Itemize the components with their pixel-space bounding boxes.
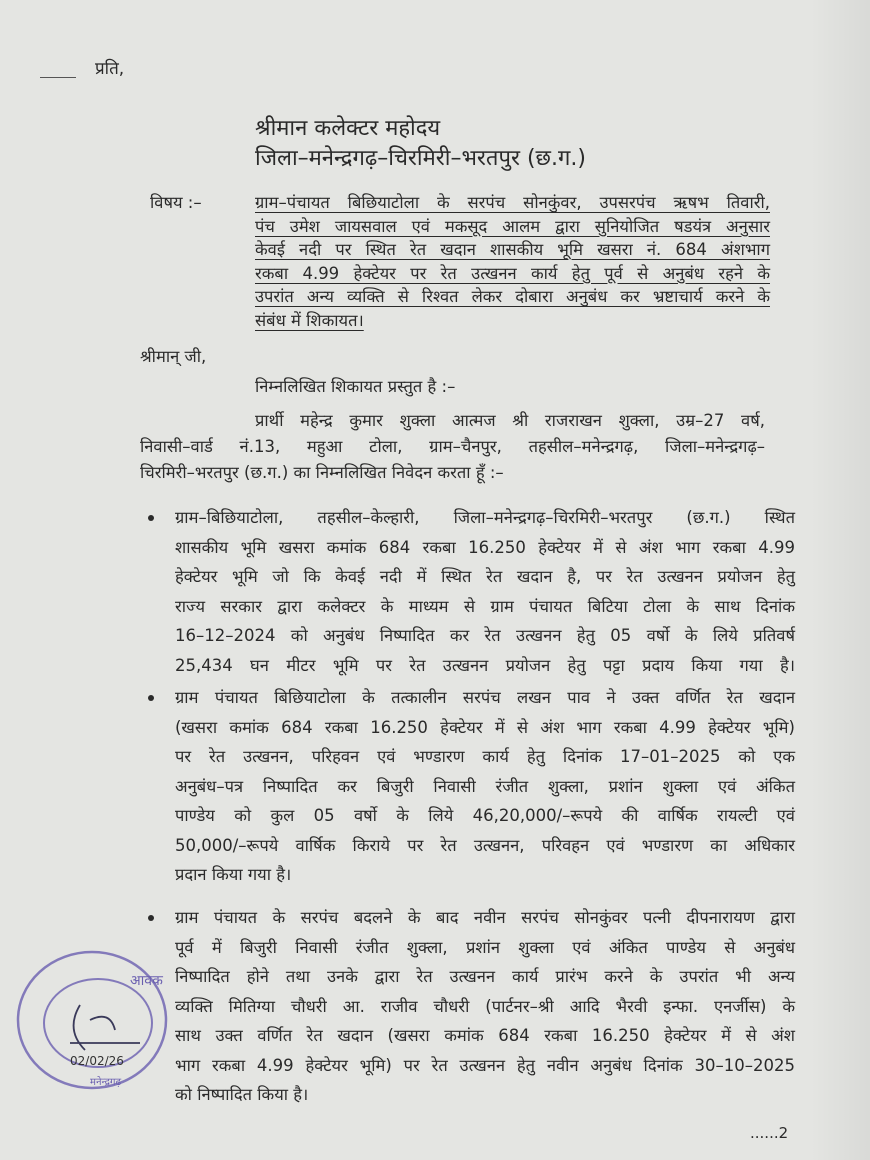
bullet-line: ग्राम पंचायत बिछियाटोला के तत्कालीन सरपंच लखन पाव ने उक्त वर्णित रेत खदान [175,688,795,707]
bullet-line: 25,434 घन मीटर भूमि पर रेत उत्खनन प्रयोजन हेतु पट्टा प्रदाय किया गया है। [175,655,795,675]
applicant-line: प्रार्थी महेन्द्र कुमार शुक्ला आत्मज श्री राजराखन शुक्ला, उम्र–27 वर्ष, [255,411,765,430]
stamp-date: 02/02/26 [70,1054,124,1068]
bullet-line: शासकीय भूमि खसरा कमांक 684 रकबा 16.250 हेक्टेयर में से अंश भाग रकबा 4.99 [175,537,795,557]
salutation-to: प्रति, [95,59,125,79]
greeting: श्रीमान् जी, [140,347,207,366]
bullet-line: राज्य सरकार द्वारा कलेक्टर के माध्यम से ग्राम पंचायत बिटिया टोला के साथ दिनांक [175,596,795,616]
bullet-line: पर रेत उत्खनन, परिहवन एवं भण्डारण कार्य हेतु दिनांक 17–01–2025 को एक [175,747,795,766]
page-shadow [810,0,870,1160]
addressee-district: जिला–मनेन्द्रगढ़–चिरमिरी–भरतपुर (छ.ग.) [255,146,586,171]
applicant-line: निवासी–वार्ड नं.13, महुआ टोला, ग्राम–चैनपुर, तहसील–मनेन्द्रगढ़, जिला–मनेन्द्रगढ़– [140,437,765,456]
bullet-line: हेक्टेयर भूमि जो कि केवई नदी में स्थित रेत खदान है, पर रेत उत्खनन प्रयोजन हेतु [175,567,795,586]
subject-line: केवई नदी पर स्थित रेत खदान शासकीय भूमि खसरा नं. 684 अंशभाग [255,240,770,259]
subject-line: पंच उमेश जायसवाल एवं मकसूद आलम द्वारा सुनियोजित षडयंत्र अनुसार [255,216,770,236]
subject-line: ग्राम–पंचायत बिछियाटोला के सरपंच सोनकुंवर, उपसरपंच ऋषभ तिवारी, [255,193,770,212]
bullet-line: निष्पादित होने तथा उनके द्वारा रेत उत्खनन कार्य प्रारंभ करने के उपरांत भी अन्य [175,967,795,986]
bullet-line: व्यक्ति मितिग्या चौधरी आ. राजीव चौधरी (पार्टनर–श्री आदि भैरवी इन्फा. एनर्जीस) के [175,996,795,1016]
subject-line: संबंध में शिकायत। [255,310,364,330]
bullet-line: को निष्पादित किया है। [175,1085,309,1104]
bullet-icon [148,915,154,921]
bullet-icon [148,695,154,701]
bullet-line: ग्राम–बिछियाटोला, तहसील–केल्हारी, जिला–मनेन्द्रगढ़–चिरमिरी–भरतपुर (छ.ग.) स्थित [175,508,795,527]
bullet-line: ग्राम पंचायत के सरपंच बदलने के बाद नवीन सरपंच सोनकुंवर पत्नी दीपनारायण द्वारा [175,908,795,927]
subject-label: विषय :– [150,193,202,212]
office-stamp [10,945,170,1095]
intro: निम्नलिखित शिकायत प्रस्तुत है :– [255,377,456,396]
page-continuation: ......2 [750,1124,789,1142]
bullet-line: प्रदान किया गया है। [175,865,292,884]
stamp-bottom: मनेन्द्रगढ़ [90,1077,122,1088]
bullet-line: साथ उक्त वर्णित रेत खदान (खसरा कमांक 684 रकबा 16.250 हेक्टेयर में से अंश [175,1026,795,1045]
bullet-icon [148,515,154,521]
bullet-line: पाण्डेय को कुल 05 वर्षो के लिये 46,20,000/–रूपये की वार्षिक रायल्टी एवं [175,806,795,825]
bullet-line: 50,000/–रूपये वार्षिक किराये पर रेत उत्खनन, परिवहन एवं भण्डारण का अधिकार [175,835,795,855]
bullet-line: भाग रकबा 4.99 हेक्टेयर भूमि) पर रेत उत्खनन हेतु नवीन अनुबंध दिनांक 30–10–2025 [175,1055,795,1075]
bullet-line: अनुबंध–पत्र निष्पादित कर बिजुरी निवासी रंजीत शुक्ला, प्रशांन शुक्ला एवं अंकित [175,776,795,796]
fold-mark [40,77,76,78]
applicant-line: चिरमिरी–भरतपुर (छ.ग.) का निम्नलिखित निवेदन करता हूँ :– [140,463,504,482]
stamp-center: आवक [130,973,163,989]
bullet-line: (खसरा कमांक 684 रकबा 16.250 हेक्टेयर में से अंश भाग रकबा 4.99 हेक्टेयर भूमि) [175,717,795,737]
subject-line: रकबा 4.99 हेक्टेयर पर रेत उत्खनन कार्य हेतु पूर्व से अनुबंध रहने के [255,263,770,283]
bullet-line: पूर्व में बिजुरी निवासी रंजीत शुक्ला, प्रशांन शुक्ला एवं अंकित पाण्डेय से अनुबंध [175,937,795,957]
bullet-line: 16–12–2024 को अनुबंध निष्पादित कर रेत उत्खनन हेतु 05 वर्षो के लिये प्रतिवर्ष [175,626,795,645]
signature [70,1005,140,1050]
subject-line: उपरांत अन्य व्यक्ति से रिश्वत लेकर दोबारा अनुबंध कर भ्रष्टाचार्य करने के [255,287,770,306]
addressee-title: श्रीमान कलेक्टर महोदय [255,116,441,141]
